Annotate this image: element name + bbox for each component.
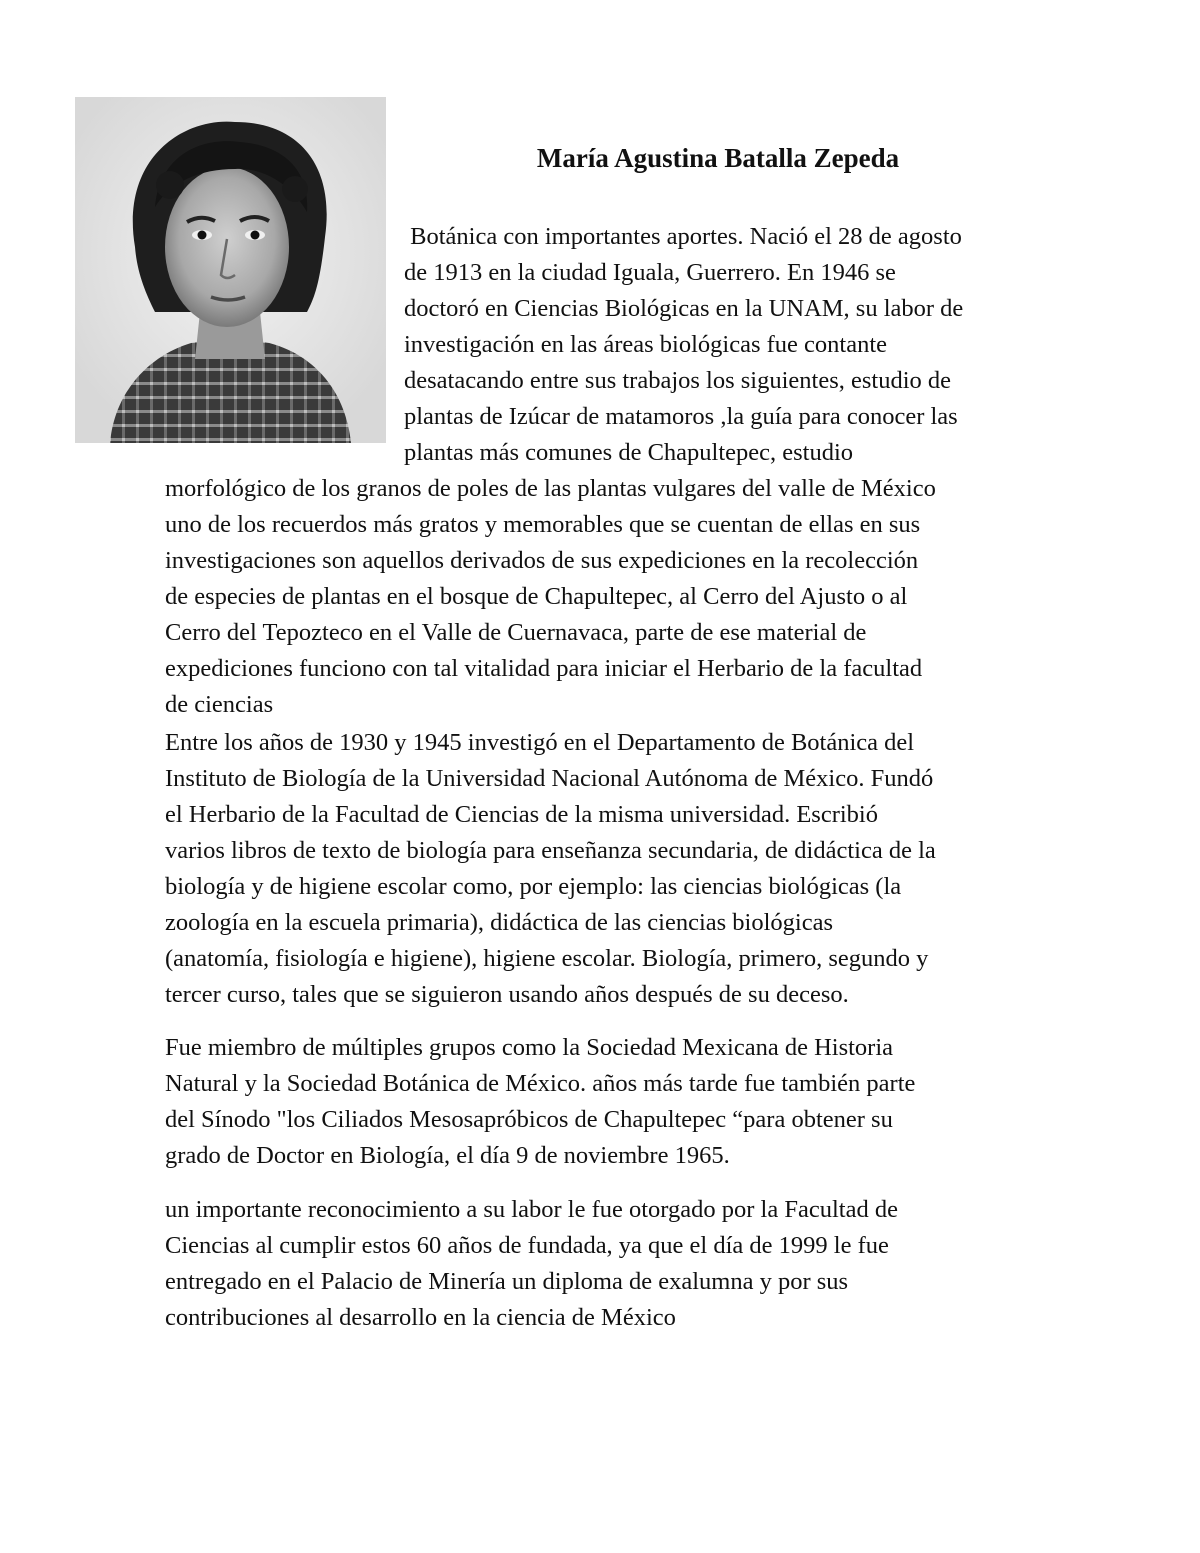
paragraph1-line: morfológico de los granos de poles de las plantas vulgares del valle de México [165, 475, 936, 502]
paragraph3-line: Fue miembro de múltiples grupos como la Sociedad Mexicana de Historia [165, 1034, 894, 1061]
paragraph1-line: de 1913 en la ciudad Iguala, Guerrero. En 1946 se [404, 259, 896, 286]
paragraph3-line: Natural y la Sociedad Botánica de México. años más tarde fue también parte [165, 1070, 916, 1097]
paragraph1-line: uno de los recuerdos más gratos y memorables que se cuentan de ellas en sus [165, 511, 921, 538]
paragraph4-line: Ciencias al cumplir estos 60 años de fundada, ya que el día de 1999 le fue [165, 1232, 889, 1259]
paragraph2-line: biología y de higiene escolar como, por ejemplo: las ciencias biológicas (la [165, 873, 902, 900]
paragraph1-line: de ciencias [165, 691, 274, 718]
document-title: María Agustina Batalla Zepeda [536, 143, 900, 173]
paragraph1-line: Botánica con importantes aportes. Nació el 28 de agosto [404, 223, 962, 250]
paragraph2-line: zoología en la escuela primaria), didáctica de las ciencias biológicas [165, 909, 834, 936]
paragraph2-line: (anatomía, fisiología e higiene), higiene escolar. Biología, primero, segundo y [165, 945, 929, 972]
paragraph2-line: el Herbario de la Facultad de Ciencias de la misma universidad. Escribió [165, 801, 878, 828]
paragraph1-line: investigaciones son aquellos derivados de sus expediciones en la recolección [165, 547, 919, 574]
paragraph1-line: plantas más comunes de Chapultepec, estudio [404, 439, 854, 466]
paragraph4-line: un importante reconocimiento a su labor le fue otorgado por la Facultad de [165, 1196, 898, 1223]
paragraph1-line: investigación en las áreas biológicas fue contante [404, 331, 888, 358]
paragraph4-line: entregado en el Palacio de Minería un diploma de exalumna y por sus [165, 1268, 849, 1295]
paragraph1-line: plantas de Izúcar de matamoros ,la guía para conocer las [404, 403, 958, 430]
paragraph1-line: desatacando entre sus trabajos los siguientes, estudio de [404, 367, 952, 394]
paragraph1-line: expediciones funciono con tal vitalidad para iniciar el Herbario de la facultad [165, 655, 923, 682]
paragraph4-line: contribuciones al desarrollo en la ciencia de México [165, 1304, 676, 1331]
paragraph1-line: de especies de plantas en el bosque de Chapultepec, al Cerro del Ajusto o al [165, 583, 908, 610]
paragraph2-line: Entre los años de 1930 y 1945 investigó en el Departamento de Botánica del [165, 729, 915, 756]
portrait-image [75, 97, 386, 443]
portrait-photo [75, 97, 386, 443]
paragraph2-line: Instituto de Biología de la Universidad Nacional Autónoma de México. Fundó [165, 765, 934, 792]
paragraph1-line: doctoró en Ciencias Biológicas en la UNAM, su labor de [404, 295, 964, 322]
paragraph2-line: tercer curso, tales que se siguieron usando años después de su deceso. [165, 981, 849, 1008]
paragraph2-line: varios libros de texto de biología para enseñanza secundaria, de didáctica de la [165, 837, 936, 864]
paragraph1-line: Cerro del Tepozteco en el Valle de Cuernavaca, parte de ese material de [165, 619, 867, 646]
paragraph3-line: del Sínodo "los Ciliados Mesosapróbicos de Chapultepec “para obtener su [165, 1106, 893, 1133]
paragraph3-line: grado de Doctor en Biología, el día 9 de noviembre 1965. [165, 1142, 730, 1169]
